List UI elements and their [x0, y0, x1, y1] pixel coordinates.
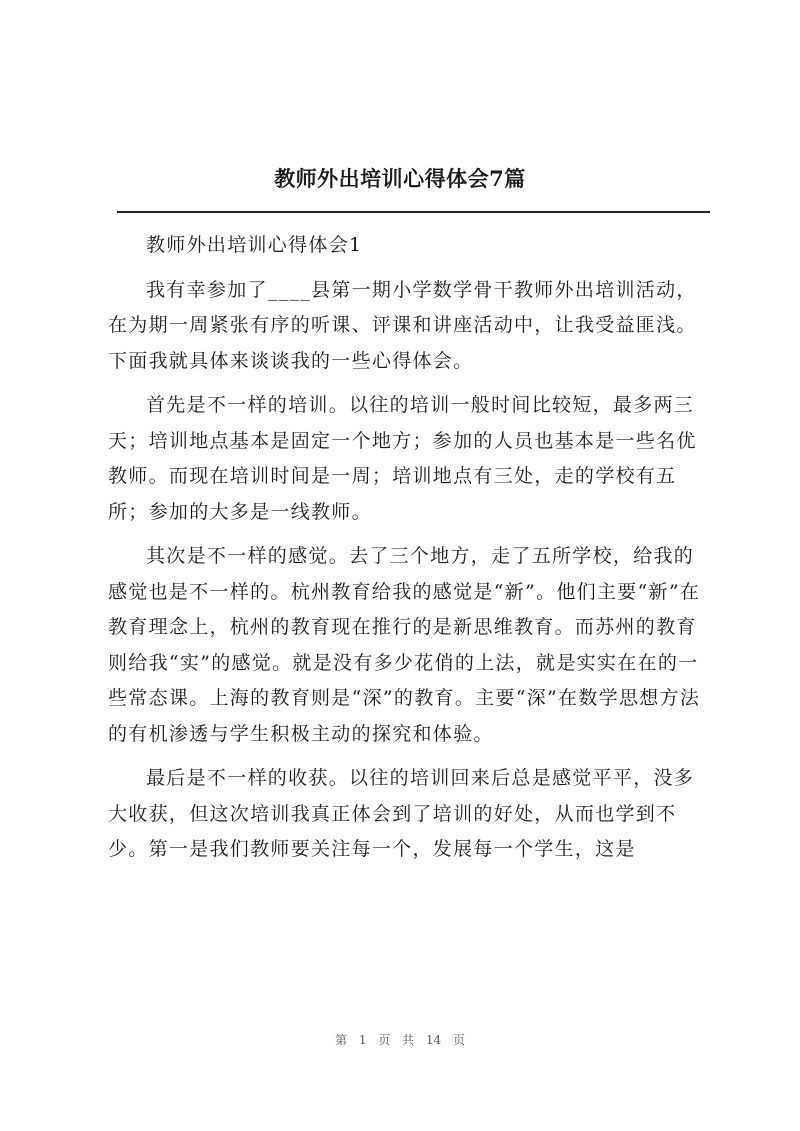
document-title: 教师外出培训心得体会7篇 [274, 166, 526, 191]
page-footer: 第 1 页 共 14 页 [335, 1033, 465, 1047]
section-heading: 教师外出培训心得体会1 [146, 234, 363, 256]
paragraph: 其次是不一样的感觉。去了三个地方，走了五所学校，给我的感觉也是不一样的。杭州教育给我的感觉是“新”。他们主要“新”在教育理念上，杭州的教育现在推行的是新思维教育。而苏州的教育则给我“实”的感觉。就是没有多少花俏的上法，就是实实在在的一些常态课。上海的教育则是“深”的教育。主要“深”在数学思想方法的有机渗透与学生积极主动的探究和体验。 [108, 545, 701, 745]
title-divider [117, 211, 710, 213]
paragraph: 最后是不一样的收获。以往的培训回来后总是感觉平平，没多大收获，但这次培训我真正体会到了培训的好处，从而也学到不少。第一是我们教师要关注每一个，发展每一个学生，这是 [108, 767, 695, 860]
document-body [108, 228, 708, 877]
paragraph: 我有幸参加了____县第一期小学数学骨干教师外出培训活动，在为期一周紧张有序的听课、评课和讲座活动中，让我受益匪浅。下面我就具体来谈谈我的一些心得体会。 [108, 278, 697, 372]
paragraph: 首先是不一样的培训。以往的培训一般时间比较短，最多两三天；培训地点基本是固定一个地方；参加的人员也基本是一些名优教师。而现在培训时间是一周；培训地点有三处，走的学校有五所；参加的大多是一线教师。 [108, 394, 697, 523]
